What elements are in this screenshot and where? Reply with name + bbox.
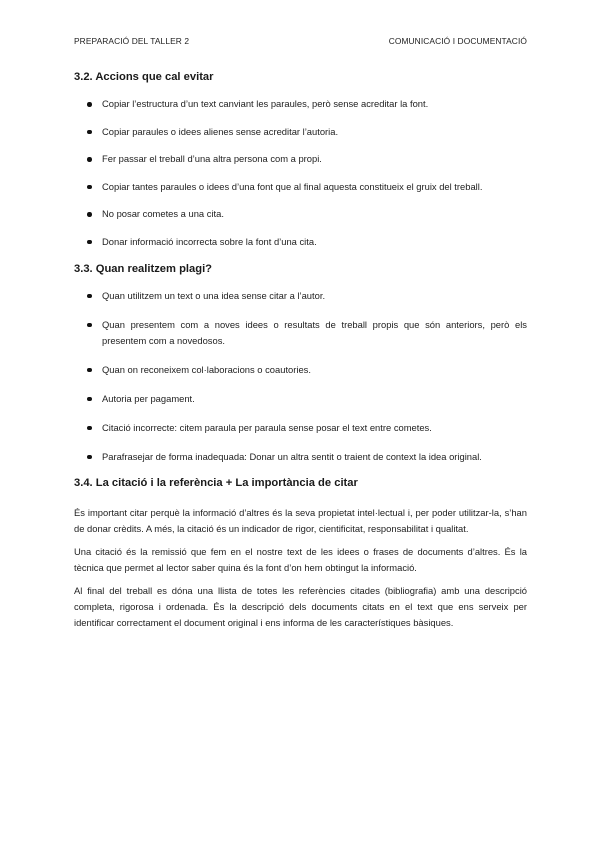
citacio-paragraphs [74,505,527,631]
document-body [74,70,527,638]
section-heading-plagi: 3.3. Quan realitzem plagi? [74,262,213,275]
bullet-icon [87,323,92,328]
list-item: Quan on reconeixem col·laboracions o coautories. [74,362,527,378]
paragraph: Al final del treball es dóna una llista de totes les referències citades (bibliografia) amb una descripció completa, rigorosa i ordenada. És la descripció dels documents citats en el text que ens serveix per identificar correctament el document original i ens informa de les característiques bàsiques. [74,584,527,628]
list-item: Donar informació incorrecta sobre la font d’una cita. [74,234,527,250]
list-item: Citació incorrecte: citem paraula per paraula sense posar el text entre cometes. [74,420,527,436]
section-heading-citacio: 3.4. La citació i la referència + La importància de citar [74,476,358,489]
bullet-icon [87,426,92,431]
bullet-icon [87,368,92,373]
bullet-list-accions [74,96,527,250]
bullet-icon [87,130,92,135]
list-item: Parafrasejar de forma inadequada: Donar un altra sentit o traient de context la idea original. [74,449,527,465]
list-item: Quan presentem com a noves idees o resultats de treball propis que són anteriors, però els presentem com a novedosos. [74,317,527,349]
paragraph: Una citació és la remissió que fem en el nostre text de les idees o frases de documents d’altres. És la tècnica que permet al lector saber quina és la font d’on hem obtingut la informació. [74,545,527,573]
bullet-icon [87,212,92,217]
list-item: Fer passar el treball d’una altra persona com a propi. [74,151,527,167]
section-heading-accions: 3.2. Accions que cal evitar [74,71,214,83]
bullet-icon [87,455,92,460]
bullet-icon [87,157,92,162]
page-header [74,36,527,46]
list-item: Autoria per pagament. [74,391,527,407]
list-item: Copiar tantes paraules o idees d’una font que al final aquesta constitueix el gruix del treball. [74,179,527,195]
bullet-list-plagi [74,288,527,465]
header-left-text: PREPARACIÓ DEL TALLER 2 [74,36,190,46]
bullet-icon [87,240,92,245]
list-item: Copiar paraules o idees alienes sense acreditar l’autoria. [74,124,527,140]
paragraph: És important citar perquè la informació d’altres és la seva propietat intel·lectual i, per poder utilitzar-la, s’han de donar crèdits. A més, la citació és un indicador de rigor, cientificitat, responsabilitat i qualitat. [74,506,527,534]
header-right-text: COMUNICACIÓ I DOCUMENTACIÓ [388,36,527,46]
list-item: No posar cometes a una cita. [74,206,527,222]
list-item: Quan utilitzem un text o una idea sense citar a l’autor. [74,288,527,304]
bullet-icon [87,185,92,190]
bullet-icon [87,102,92,107]
bullet-icon [87,397,92,402]
list-item: Copiar l’estructura d’un text canviant les paraules, però sense acreditar la font. [74,96,527,112]
bullet-icon [87,294,92,299]
